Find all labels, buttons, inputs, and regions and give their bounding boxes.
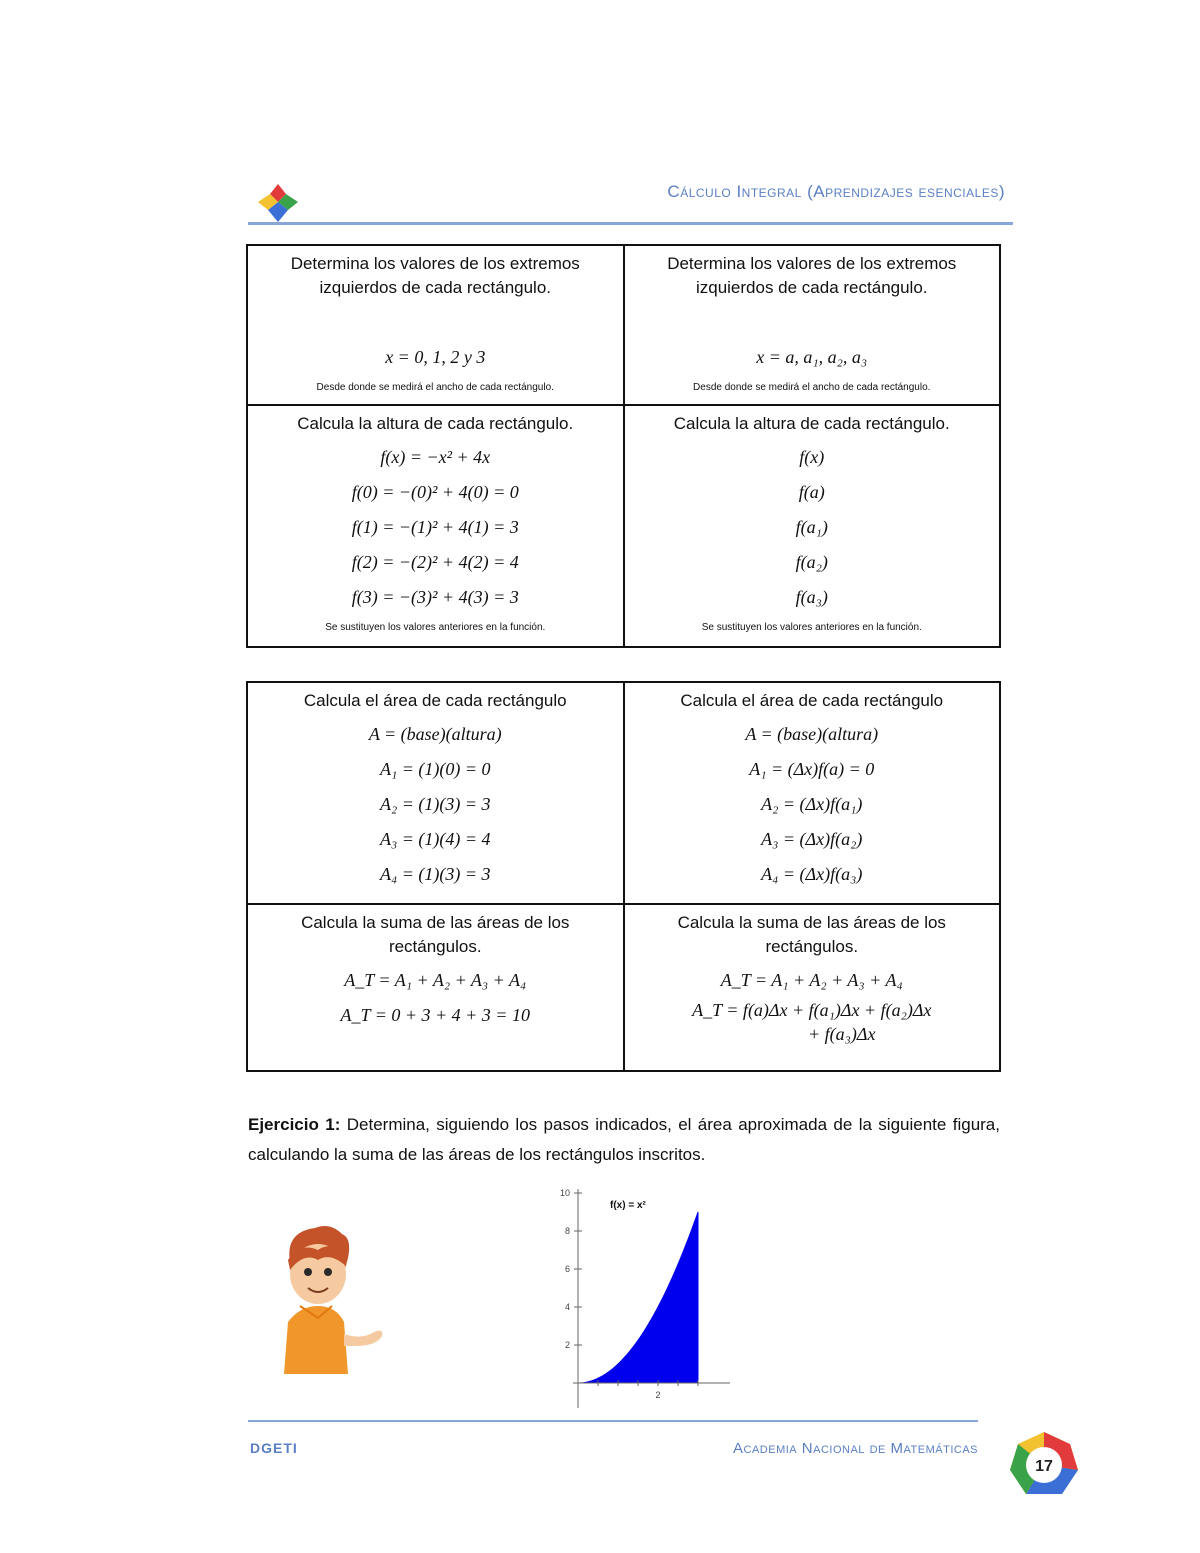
math-line: f(0) = −(0)² + 4(0) = 0 bbox=[351, 482, 519, 502]
document-title: Cálculo Integral (Aprendizajes esenciales) bbox=[667, 182, 1005, 201]
math-line: A₂ = (Δx)f(a₁) bbox=[761, 794, 863, 814]
cell-left-endpoints-general bbox=[624, 245, 1001, 405]
math-line: x = a, a₁, a₂, a₃ bbox=[756, 347, 868, 367]
math-line: f(x) = −x² + 4x bbox=[380, 447, 491, 467]
footer-rule bbox=[248, 1420, 978, 1422]
footer-academy: Academia Nacional de Matemáticas bbox=[733, 1440, 978, 1457]
cell-sum-general bbox=[624, 904, 1001, 1071]
cell-heading: Determina los valores de los extremos izquierdos de cada rectángulo. bbox=[290, 254, 580, 297]
cell-heading: Calcula la suma de las áreas de los rectángulos. bbox=[301, 913, 570, 956]
exercise-paragraph bbox=[248, 1110, 1000, 1170]
y-tick-label: 8 bbox=[564, 1226, 570, 1236]
math-line: + f(a₃)Δx bbox=[808, 1024, 876, 1044]
cell-areas-example bbox=[247, 682, 624, 904]
math-line: A₂ = (1)(3) = 3 bbox=[379, 794, 491, 814]
cell-heights-example bbox=[247, 405, 624, 647]
y-tick-label: 4 bbox=[564, 1302, 570, 1312]
cell-heading: Calcula la altura de cada rectángulo. bbox=[673, 414, 950, 433]
math-line: f(1) = −(1)² + 4(1) = 3 bbox=[351, 517, 519, 537]
steps-table-2 bbox=[246, 681, 1001, 1072]
math-line: x = 0, 1, 2 y 3 bbox=[385, 347, 486, 367]
cell-heading: Calcula el área de cada rectángulo bbox=[303, 691, 567, 710]
math-line: A₄ = (1)(3) = 3 bbox=[379, 864, 491, 884]
cell-heading: Calcula la altura de cada rectángulo. bbox=[297, 414, 574, 433]
cell-note: Desde donde se medirá el ancho de cada rectángulo. bbox=[316, 382, 554, 393]
table-row bbox=[247, 405, 1000, 647]
math-line: A_T = A₁ + A₂ + A₃ + A₄ bbox=[344, 970, 527, 990]
math-line: f(a₃) bbox=[795, 587, 828, 607]
math-line: A_T = A₁ + A₂ + A₃ + A₄ bbox=[720, 970, 903, 990]
math-line: f(a) bbox=[798, 482, 825, 502]
cell-heading: Calcula el área de cada rectángulo bbox=[680, 691, 944, 710]
math-line: A₁ = (1)(0) = 0 bbox=[379, 759, 491, 779]
cartoon-boy-illustration bbox=[270, 1222, 390, 1374]
cell-sum-example bbox=[247, 904, 624, 1071]
y-tick-label: 10 bbox=[559, 1188, 570, 1198]
cell-note: Desde donde se medirá el ancho de cada rectángulo. bbox=[693, 382, 931, 393]
y-tick-label: 2 bbox=[564, 1340, 570, 1350]
math-line: A_T = 0 + 3 + 4 + 3 = 10 bbox=[340, 1005, 530, 1025]
cell-left-endpoints-example bbox=[247, 245, 624, 405]
cell-heading: Calcula la suma de las áreas de los rectángulos. bbox=[677, 913, 946, 956]
table-row bbox=[247, 904, 1000, 1071]
math-line: A₃ = (1)(4) = 4 bbox=[379, 829, 491, 849]
cell-heading: Determina los valores de los extremos izquierdos de cada rectángulo. bbox=[667, 254, 957, 297]
math-line: f(x) bbox=[799, 447, 825, 467]
math-line: A₃ = (Δx)f(a₂) bbox=[761, 829, 863, 849]
cell-note: Se sustituyen los valores anteriores en la función. bbox=[701, 622, 922, 633]
math-line: f(3) = −(3)² + 4(3) = 3 bbox=[351, 587, 519, 607]
area-fill bbox=[578, 1212, 698, 1383]
table-row bbox=[247, 245, 1000, 405]
math-line: f(a₂) bbox=[795, 552, 828, 572]
cell-note: Se sustituyen los valores anteriores en la función. bbox=[325, 622, 546, 633]
exercise-label: Ejercicio 1: bbox=[248, 1115, 341, 1134]
math-line: A = (base)(altura) bbox=[368, 724, 502, 744]
math-line: A_T = f(a)Δx + f(a₁)Δx + f(a₂)Δx bbox=[692, 1000, 932, 1020]
x-tick-label: 2 bbox=[655, 1390, 661, 1400]
cell-areas-general bbox=[624, 682, 1001, 904]
chart-title: f(x) = x² bbox=[610, 1200, 646, 1212]
math-line: f(2) = −(2)² + 4(2) = 4 bbox=[351, 552, 519, 572]
dgeti-logo bbox=[256, 182, 300, 226]
steps-table-1 bbox=[246, 244, 1001, 648]
table-row bbox=[247, 682, 1000, 904]
math-line: f(a₁) bbox=[795, 517, 828, 537]
y-tick-label: 6 bbox=[564, 1264, 570, 1274]
header-rule bbox=[248, 222, 1013, 225]
page-number: 17 bbox=[1035, 1458, 1053, 1475]
function-graph bbox=[548, 1178, 748, 1408]
math-line: A₄ = (Δx)f(a₃) bbox=[761, 864, 863, 884]
exercise-text: Determina, siguiendo los pasos indicados, el área aproximada de la siguiente figura, calculando la suma de las áreas de los rectángulos inscritos. bbox=[248, 1115, 1000, 1164]
math-line: A₁ = (Δx)f(a) = 0 bbox=[749, 759, 875, 779]
math-line: A = (base)(altura) bbox=[745, 724, 879, 744]
cell-heights-general bbox=[624, 405, 1001, 647]
footer-organization: DGETI bbox=[250, 1440, 298, 1456]
page-number-badge bbox=[1008, 1430, 1080, 1500]
